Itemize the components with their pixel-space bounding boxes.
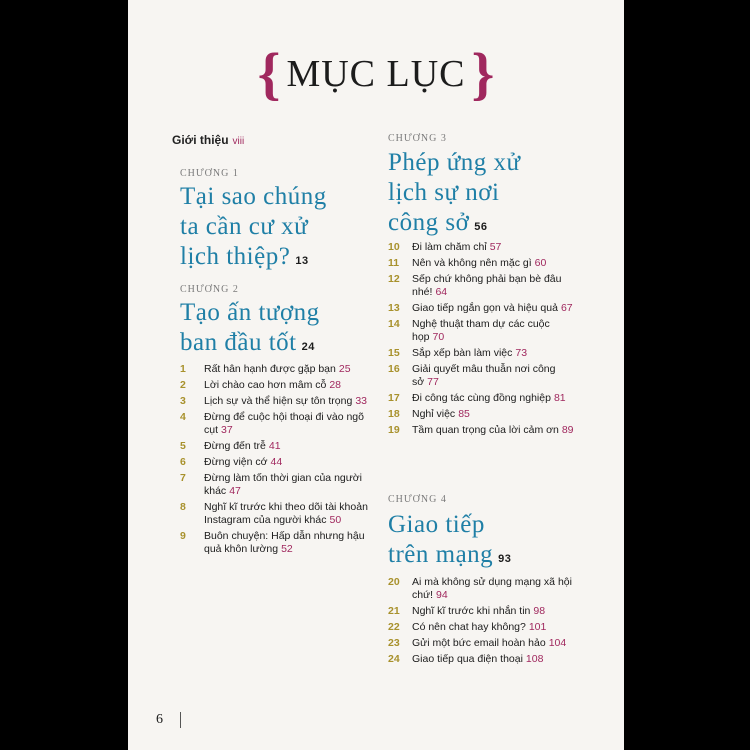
entry-number: 20 xyxy=(388,576,400,588)
entry-number: 6 xyxy=(180,456,186,468)
entry-page: 104 xyxy=(548,637,567,649)
toc-entry xyxy=(388,347,578,360)
entry-title: Giao tiếp ngắn gọn và hiệu quả xyxy=(412,302,558,314)
toc-entry xyxy=(180,501,370,527)
chapter-4-list xyxy=(388,576,578,669)
entry-page: 50 xyxy=(329,514,342,526)
chapter-1-label: CHƯƠNG 1 xyxy=(180,168,239,179)
entry-number: 7 xyxy=(180,472,186,484)
toc-entry xyxy=(180,411,370,437)
entry-title: Nghĩ kĩ trước khi theo dõi tài khoản Instagram của người khác xyxy=(204,501,368,526)
entry-page: 28 xyxy=(329,379,342,391)
entry-page: 85 xyxy=(458,408,470,420)
chapter-1-page: 13 xyxy=(295,255,309,267)
entry-page: 60 xyxy=(534,257,547,269)
entry-page: 94 xyxy=(436,589,448,601)
toc-entry xyxy=(388,653,578,666)
entry-number: 17 xyxy=(388,392,400,404)
entry-title: Nghĩ kĩ trước khi nhắn tin xyxy=(412,605,531,617)
page-title: MỤC LỤC xyxy=(286,52,466,95)
entry-number: 10 xyxy=(388,241,400,253)
entry-number: 3 xyxy=(180,395,186,407)
entry-number: 18 xyxy=(388,408,400,420)
book-page xyxy=(128,0,624,750)
toc-entry xyxy=(388,576,578,602)
entry-page: 57 xyxy=(489,241,502,253)
intro-label: Giới thiệu xyxy=(172,133,229,147)
toc-entry xyxy=(180,379,370,392)
entry-number: 9 xyxy=(180,530,186,542)
chapter-2-title: Tạo ấn tượng ban đầu tốt 24 xyxy=(180,299,320,356)
entry-title: Tầm quan trọng của lời cảm ơn xyxy=(412,424,559,436)
entry-number: 15 xyxy=(388,347,400,359)
entry-title: Gửi một bức email hoàn hảo xyxy=(412,637,546,649)
entry-number: 1 xyxy=(180,363,186,375)
entry-title: Nghệ thuật tham dự các cuộc họp xyxy=(412,318,550,343)
entry-number: 23 xyxy=(388,637,400,649)
intro-entry xyxy=(172,133,244,147)
entry-title: Ai mà không sử dụng mạng xã hội chứ! xyxy=(412,576,572,601)
entry-title: Lịch sự và thể hiện sự tôn trọng xyxy=(204,395,353,407)
entry-number: 13 xyxy=(388,302,400,314)
left-brace-ornament: { xyxy=(257,41,281,106)
chapter-2-page: 24 xyxy=(301,341,315,353)
entry-page: 37 xyxy=(221,424,233,436)
entry-title: Buôn chuyện: Hấp dẫn nhưng hậu quả khôn lường xyxy=(204,530,365,555)
toc-heading xyxy=(128,40,624,107)
toc-entry xyxy=(180,363,370,376)
entry-page: 33 xyxy=(355,395,367,407)
toc-entry xyxy=(388,392,578,405)
chapter-2-list xyxy=(180,363,370,559)
entry-title: Đi công tác cùng đồng nghiệp xyxy=(412,392,551,404)
toc-entry xyxy=(180,456,370,469)
entry-page: 77 xyxy=(427,376,439,388)
chapter-4-label: CHƯƠNG 4 xyxy=(388,494,447,505)
right-brace-ornament: } xyxy=(471,41,495,106)
chapter-3-label: CHƯƠNG 3 xyxy=(388,133,447,144)
entry-number: 22 xyxy=(388,621,400,633)
chapter-3-title: Phép ứng xử lịch sự nơi công sở 56 xyxy=(388,149,521,236)
entry-page: 52 xyxy=(281,543,293,555)
entry-page: 67 xyxy=(560,302,573,314)
entry-title: Có nên chat hay không? xyxy=(412,621,526,633)
entry-title: Giải quyết mâu thuẫn nơi công sở xyxy=(412,363,556,388)
entry-number: 12 xyxy=(388,273,400,285)
toc-entry xyxy=(388,302,578,315)
entry-title: Nghỉ việc xyxy=(412,408,456,420)
chapter-3-list xyxy=(388,241,578,440)
entry-number: 8 xyxy=(180,501,186,513)
entry-title: Rất hân hạnh được gặp bạn xyxy=(204,363,336,375)
toc-entry xyxy=(388,424,578,437)
toc-entry xyxy=(388,318,578,344)
entry-number: 11 xyxy=(388,257,400,269)
entry-page: 70 xyxy=(432,331,445,343)
entry-title: Đi làm chăm chỉ xyxy=(412,241,487,253)
entry-page: 44 xyxy=(270,456,283,468)
entry-page: 101 xyxy=(528,621,547,633)
entry-page: 73 xyxy=(515,347,528,359)
toc-entry xyxy=(180,530,370,556)
toc-entry xyxy=(388,637,578,650)
entry-title: Đừng viện cớ xyxy=(204,456,268,468)
entry-page: 25 xyxy=(338,363,351,375)
toc-entry xyxy=(388,273,578,299)
entry-page: 89 xyxy=(561,424,574,436)
intro-page: viii xyxy=(232,136,245,147)
entry-number: 21 xyxy=(388,605,400,617)
entry-number: 16 xyxy=(388,363,400,375)
entry-title: Sếp chứ không phải bạn bè đâu nhé! xyxy=(412,273,562,298)
toc-entry xyxy=(388,363,578,389)
entry-page: 81 xyxy=(553,392,566,404)
entry-number: 24 xyxy=(388,653,400,665)
entry-page: 47 xyxy=(229,485,241,497)
entry-page: 41 xyxy=(268,440,281,452)
toc-entry xyxy=(388,408,578,421)
entry-page: 108 xyxy=(525,653,544,665)
toc-entry xyxy=(180,440,370,453)
toc-entry xyxy=(388,605,578,618)
entry-number: 19 xyxy=(388,424,400,436)
chapter-4-title: Giao tiếp trên mạng 93 xyxy=(388,511,512,568)
chapter-2-label: CHƯƠNG 2 xyxy=(180,284,239,295)
toc-entry xyxy=(388,241,578,254)
entry-page: 98 xyxy=(533,605,546,617)
chapter-1-title: Tại sao chúng ta cần cư xử lịch thiệp? 13 xyxy=(180,183,327,270)
footer-divider xyxy=(180,712,181,728)
toc-entry xyxy=(180,395,370,408)
entry-title: Đừng để cuộc hội thoại đi vào ngõ cụt xyxy=(204,411,364,436)
chapter-4-page: 93 xyxy=(498,553,512,565)
entry-title: Sắp xếp bàn làm việc xyxy=(412,347,513,359)
entry-number: 4 xyxy=(180,411,186,423)
entry-title: Đừng đến trễ xyxy=(204,440,266,452)
toc-entry xyxy=(388,621,578,634)
entry-title: Giao tiếp qua điện thoại xyxy=(412,653,523,665)
toc-entry xyxy=(388,257,578,270)
entry-title: Nên và không nên mặc gì xyxy=(412,257,532,269)
entry-page: 64 xyxy=(435,286,448,298)
toc-entry xyxy=(180,472,370,498)
page-number: 6 xyxy=(156,712,163,727)
chapter-3-page: 56 xyxy=(474,221,488,233)
entry-title: Đừng làm tốn thời gian của người khác xyxy=(204,472,362,497)
entry-number: 5 xyxy=(180,440,186,452)
entry-title: Lời chào cao hơn mâm cỗ xyxy=(204,379,327,391)
entry-number: 2 xyxy=(180,379,186,391)
entry-number: 14 xyxy=(388,318,400,330)
